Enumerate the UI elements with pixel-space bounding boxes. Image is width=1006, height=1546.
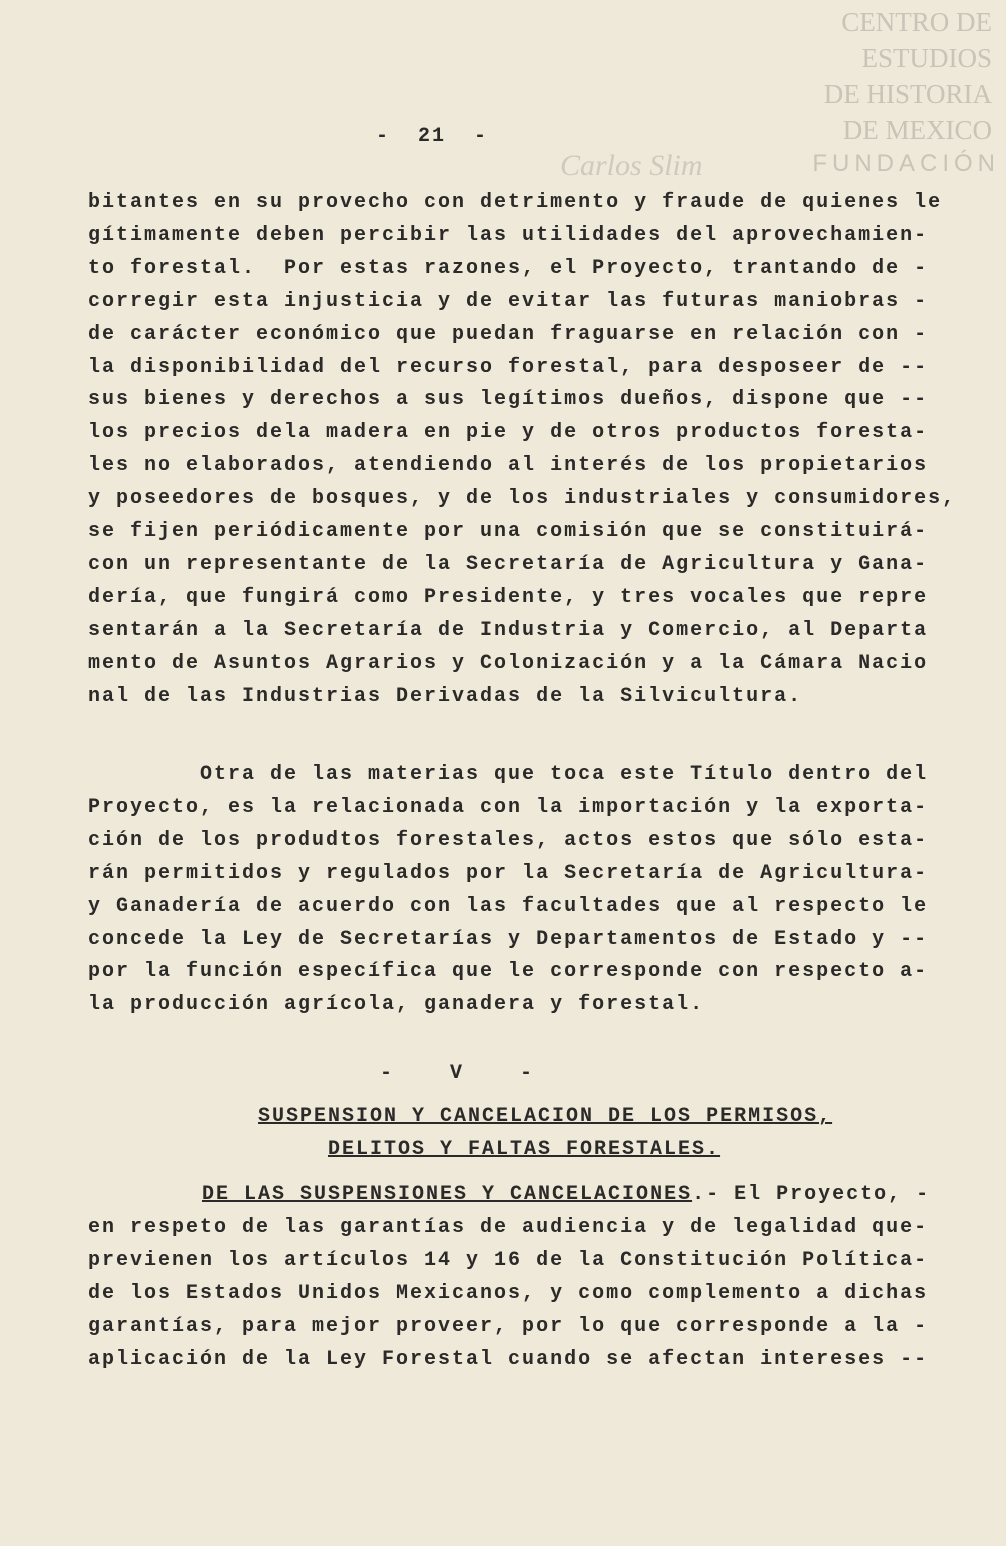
text-line: ción de los produdtos forestales, actos estos que sólo esta- <box>88 828 929 852</box>
section-title-line-2: DELITOS Y FALTAS FORESTALES. <box>328 1138 721 1161</box>
text-line: con un representante de la Secretaría de Agricultura y Gana- <box>88 552 929 576</box>
text-line: previenen los artículos 14 y 16 de la Constitución Política- <box>88 1248 929 1272</box>
text-line: los precios dela madera en pie y de otros productos foresta- <box>88 421 929 445</box>
text-line: bitantes en su provecho con detrimento y fraude de quienes le <box>88 191 943 214</box>
text-line: mento de Asuntos Agrarios y Colonización y a la Cámara Nacio <box>88 651 929 675</box>
text-line: rán permitidos y regulados por la Secretaría de Agricultura- <box>88 861 929 885</box>
text-line: les no elaborados, atendiendo al interés de los propietarios <box>88 454 929 478</box>
text-line: por la función específica que le corresponde con respecto a- <box>88 960 929 984</box>
text-line: corregir esta injusticia y de evitar las futuras maniobras - <box>88 289 929 313</box>
text-line: garantías, para mejor proveer, por lo que corresponde a la - <box>88 1314 929 1338</box>
text-line: de carácter económico que puedan fraguarse en relación con - <box>88 322 929 346</box>
watermark-line: DE MEXICO <box>842 115 992 145</box>
paragraph-3-first-line <box>202 1183 930 1207</box>
section-title-line-1: SUSPENSION Y CANCELACION DE LOS PERMISOS, <box>258 1105 833 1128</box>
text-line: gítimamente deben percibir las utilidades del aprovechamien- <box>88 223 929 247</box>
text-line: concede la Ley de Secretarías y Departamentos de Estado y -- <box>88 927 929 951</box>
text-line: y Ganadería de acuerdo con las facultades que al respecto le <box>88 894 929 918</box>
watermark-line: CENTRO DE <box>841 7 992 37</box>
text-line: la producción agrícola, ganadera y forestal. <box>88 993 705 1017</box>
text-line: de los Estados Unidos Mexicanos, y como complemento a dichas <box>88 1281 929 1305</box>
text-line: to forestal. Por estas razones, el Proyecto, trantando de - <box>88 256 929 280</box>
watermark-foundation: FUNDACIÓN <box>812 150 1000 177</box>
watermark-signature: Carlos Slim <box>560 149 703 182</box>
text-line: se fijen periódicamente por una comisión que se constituirá- <box>88 520 929 543</box>
text-line: Otra de las materias que toca este Título dentro del <box>88 763 929 786</box>
text-line: y poseedores de bosques, y de los industriales y consumidores, <box>88 487 957 511</box>
text-line: sentarán a la Secretaría de Industria y Comercio, al Departa <box>88 618 929 642</box>
text-line: aplicación de la Ley Forestal cuando se afectan intereses -- <box>88 1347 929 1371</box>
text-line: la disponibilidad del recurso forestal, para desposeer de -- <box>88 355 929 379</box>
text-line: dería, que fungirá como Presidente, y tres vocales que repre <box>88 585 929 609</box>
subsection-heading: DE LAS SUSPENSIONES Y CANCELACIONES <box>202 1183 693 1206</box>
text-line: sus bienes y derechos a sus legítimos dueños, dispone que -- <box>88 388 929 412</box>
text-line: Proyecto, es la relacionada con la importación y la exporta- <box>88 795 929 819</box>
watermark-line: DE HISTORIA <box>823 79 992 109</box>
page-number: - 21 - <box>376 125 489 148</box>
watermark-line: ESTUDIOS <box>861 43 992 73</box>
text-line: en respeto de las garantías de audiencia y de legalidad que- <box>88 1216 929 1239</box>
text-line: nal de las Industrias Derivadas de la Silvicultura. <box>88 684 803 708</box>
paragraph-text: .- El Proyecto, - <box>692 1183 931 1206</box>
section-number: - V - <box>380 1062 535 1085</box>
watermark <box>824 4 992 148</box>
